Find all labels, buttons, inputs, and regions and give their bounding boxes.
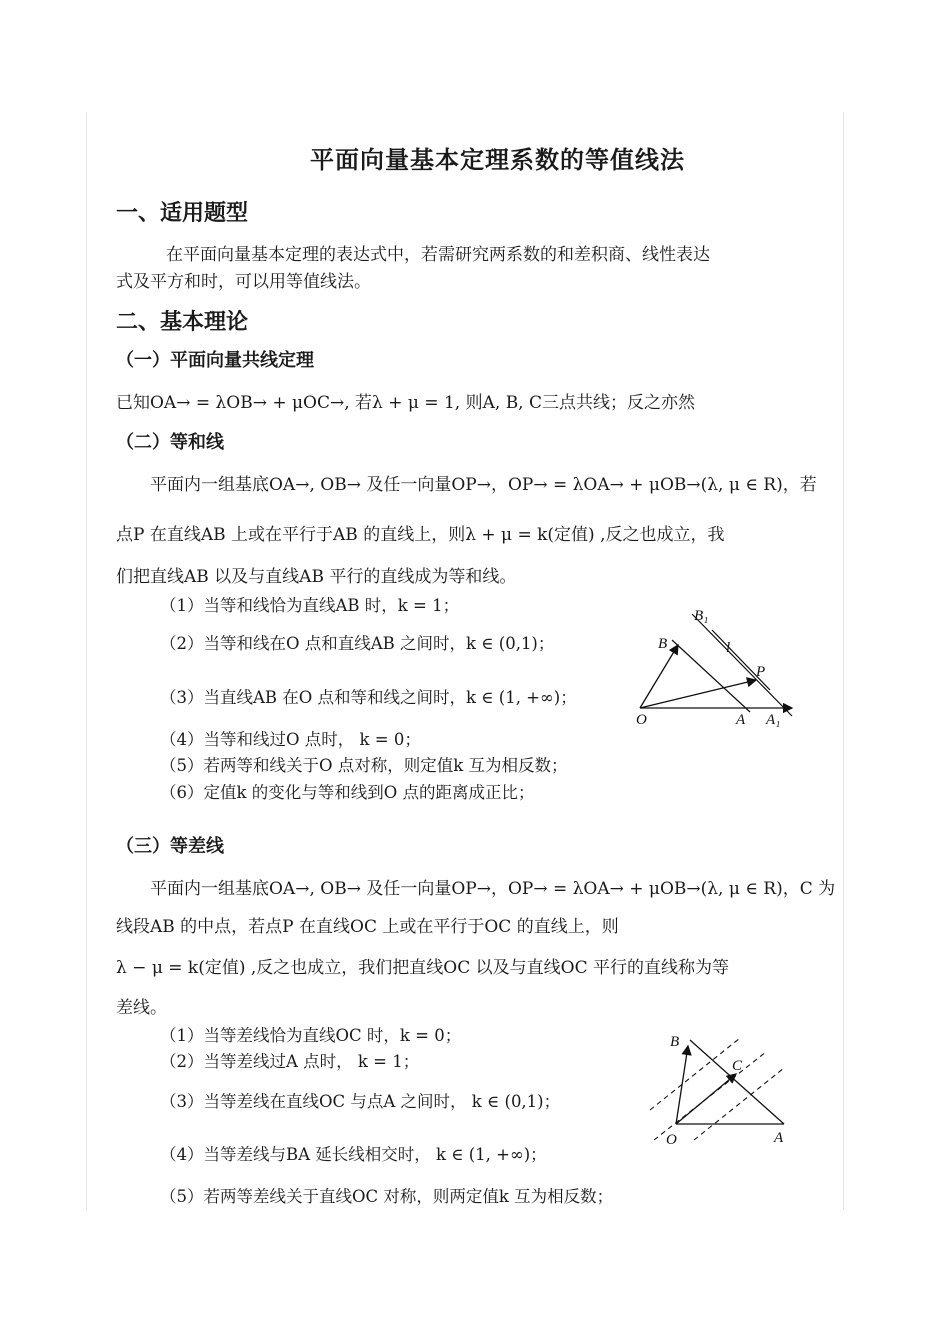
section2-heading: 二、基本理论 xyxy=(116,310,249,335)
vector-op xyxy=(640,680,756,708)
line-l xyxy=(712,630,770,690)
label-a: A xyxy=(774,1130,784,1146)
isodiff-line3: λ − μ = k(定值) ,反之也成立，我们把直线OC 以及与直线OC 平行的直线称为等 xyxy=(116,958,729,978)
sub1-heading: （一）平面向量共线定理 xyxy=(116,350,314,371)
label-b: B xyxy=(670,1034,680,1050)
label-b1: B₁ xyxy=(694,608,709,624)
page-title: 平面向量基本定理系数的等值线法 xyxy=(310,145,685,174)
sub3-heading: （三）等差线 xyxy=(116,836,224,857)
label-o: O xyxy=(666,1132,677,1148)
isosum-item-1: （1）当等和线恰为直线AB 时，k = 1； xyxy=(160,596,460,615)
isodiff-line4: 差线。 xyxy=(116,998,167,1018)
label-a: A xyxy=(736,712,746,728)
isosum-item-2: （2）当等和线在O 点和直线AB 之间时，k ∈ (0,1)； xyxy=(160,634,555,653)
isodiff-line2: 线段AB 的中点，若点P 在直线OC 上或在平行于OC 的直线上，则 xyxy=(116,917,619,937)
isosum-line3: 们把直线AB 以及与直线AB 平行的直线成为等和线。 xyxy=(116,567,517,587)
label-c: C xyxy=(732,1058,743,1074)
isosum-item-3: （3）当直线AB 在O 点和等和线之间时，k ∈ (1, +∞)； xyxy=(160,688,577,707)
isodiff-line1: 平面内一组基底OA→, OB→ 及任一向量OP→，OP→ = λOA→ + μOB→(λ, μ ∈ R)，C 为 xyxy=(150,879,836,899)
section1-para-line1: 在平面向量基本定理的表达式中，若需研究两系数的和差积商、线性表达 xyxy=(166,245,710,265)
collinear-theorem: 已知OA→ = λOB→ + μOC→, 若λ + μ = 1, 则A, B, C三点共线；反之亦然 xyxy=(116,393,695,413)
label-a1: A₁ xyxy=(766,712,781,728)
isosum-item-4: （4）当等和线过O 点时， k = 0； xyxy=(160,730,421,749)
line-ab xyxy=(672,640,750,712)
vector-ob xyxy=(640,645,678,708)
isosum-line2: 点P 在直线AB 上或在平行于AB 的直线上，则λ + μ = k(定值) ,反之也成立，我 xyxy=(116,525,725,545)
isosum-line1: 平面内一组基底OA→, OB→ 及任一向量OP→，OP→ = λOA→ + μOB→(λ, μ ∈ R)，若 xyxy=(150,475,817,495)
isodiff-dashed-1 xyxy=(650,1038,740,1110)
sub2-heading: （二）等和线 xyxy=(116,432,224,453)
isodiff-item-3: （3）当等差线在直线OC 与点A 之间时， k ∈ (0,1)； xyxy=(160,1092,561,1111)
isodiff-item-2: （2）当等差线过A 点时， k = 1； xyxy=(160,1052,420,1071)
label-p: P xyxy=(756,664,766,680)
isodiff-item-4: （4）当等差线与BA 延长线相交时， k ∈ (1, +∞)； xyxy=(160,1145,547,1164)
isodiff-dashed-3 xyxy=(694,1068,784,1140)
isodiff-item-5: （5）若两等差线关于直线OC 对称，则两定值k 互为相反数； xyxy=(160,1187,614,1206)
section1-heading: 一、适用题型 xyxy=(116,201,249,226)
isosum-item-5: （5）若两等和线关于O 点对称，则定值k 互为相反数； xyxy=(160,756,568,775)
line-a1b1 xyxy=(692,614,792,716)
isodiff-figure xyxy=(640,1020,800,1150)
isosum-item-6: （6）定值k 的变化与等和线到O 点的距离成正比； xyxy=(160,783,535,802)
segment-ba xyxy=(690,1040,784,1124)
section1-para-line2: 式及平方和时，可以用等值线法。 xyxy=(116,272,371,292)
label-l: l xyxy=(726,640,731,656)
isosum-figure xyxy=(620,600,810,730)
label-o: O xyxy=(636,712,647,728)
isodiff-item-1: （1）当等差线恰为直线OC 时，k = 0； xyxy=(160,1026,462,1045)
label-b: B xyxy=(658,636,668,652)
